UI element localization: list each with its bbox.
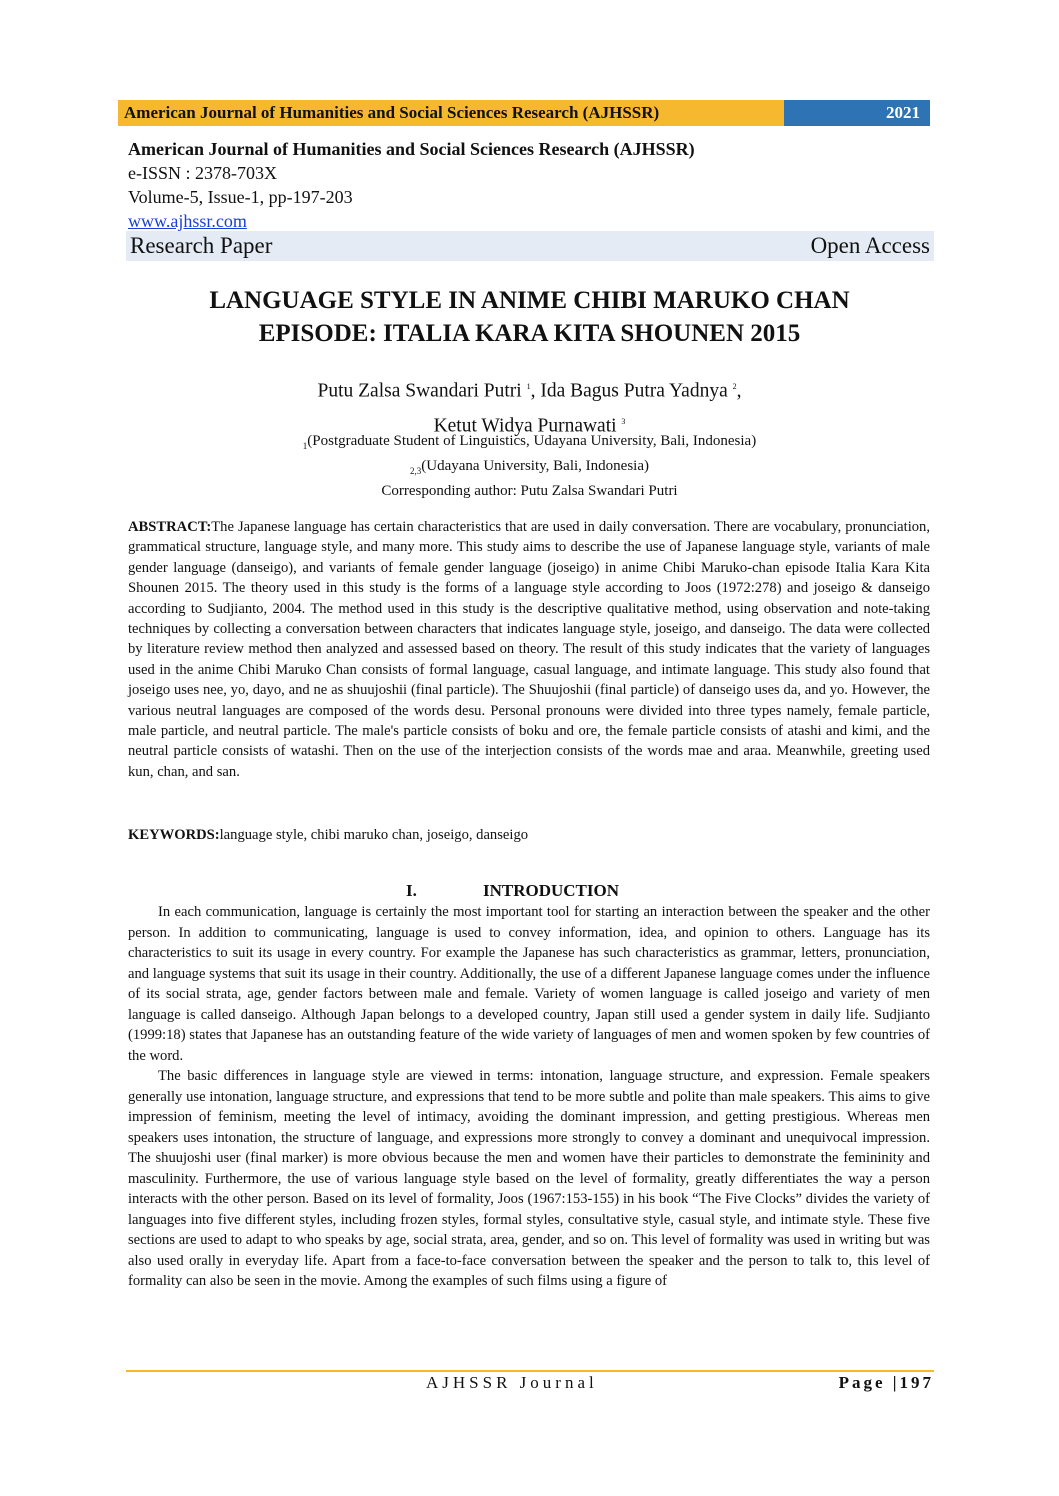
header-journal-name: American Journal of Humanities and Social Sciences Research (AJHSSR) [118, 100, 784, 126]
author-3: Ketut Widya Purnawati [433, 415, 617, 436]
running-header [118, 100, 930, 126]
author-2-mark: 2 [732, 382, 737, 391]
title-line-2: EPISODE: ITALIA KARA KITA SHOUNEN 2015 [258, 320, 801, 347]
footer-journal: AJHSSR Journal [426, 1373, 598, 1392]
affiliation-1-mark: 1 [302, 441, 308, 451]
page-number: 197 [899, 1373, 934, 1392]
website-link[interactable]: www.ajhssr.com [128, 211, 247, 231]
abstract-text: The Japanese language has certain characteristics that are used in daily conversation. There are vocabulary, pronunciation, grammatical structure, language style, and many more. This study aims to describe the use of Japanese language style, variants of male gender language (danseigo), and variants of female gender language (joseigo) in anime Chibi Maruko-chan episode Italia Kara Kita Shounen 2015. The theory used in this study is the forms of a language style according to Joos (1972:278) and joseigo & danseigo according to Sudjianto, 2004. The method used in this study is the descriptive qualitative method, using observation and note-taking techniques by collecting a conversation between characters that indicates language style, joseigo, and danseigo. The data were collected by literature review method then analyzed and assessed based on theory. The result of this study indicates that the variety of languages used in the anime Chibi Maruko Chan consists of formal language, casual language, and intimate language. This study also found that joseigo uses nee, yo, dayo, and ne as shuujoshii (final particle). The Shuujoshii (final particle) of danseigo uses da, and yo. However, the various neutral languages are composed of the words desu. Personal pronouns were divided into three types namely, female particle, male particle, and neutral particle. The male's particle consists of boku and ore, the female particle consists of atashi and kimi, and the neutral particle consists of watashi. Then on the use of the interjection consists of the words mae and araa. Meanwhile, greeting used kun, chan, and san. [128, 519, 930, 780]
corresponding-author: Corresponding author: Putu Zalsa Swandari Putri [381, 483, 678, 499]
affiliation-1: (Postgraduate Student of Linguistics, Udayana University, Bali, Indonesia) [307, 433, 757, 449]
footer-page-label: Page | [838, 1373, 900, 1392]
volume-info: Volume-5, Issue-1, pp-197-203 [128, 187, 353, 207]
introduction-body [128, 902, 930, 1292]
author-1-mark: 1 [526, 382, 531, 391]
keywords-text: language style, chibi maruko chan, joseigo, danseigo [219, 827, 529, 843]
header-year: 2021 [784, 100, 930, 126]
author-1: Putu Zalsa Swandari Putri [317, 380, 522, 402]
affiliations [100, 431, 959, 501]
keywords [128, 825, 930, 845]
affiliation-2: (Udayana University, Bali, Indonesia) [421, 458, 649, 474]
paragraph-2: The basic differences in language style are viewed in terms: intonation, language structure, and expression. Female speakers generally use intonation, language structure, and expressions that tend to be more subtle and polite than male speakers. This aims to give impression of feminism, meeting the level of intimacy, avoiding the dominant impression, and getting prestigious. Whereas men speakers uses intonation, the structure of language, and expressions more strongly to convey a dominant and unequivocal impression. The shuujoshi user (final marker) is more obvious because the men and women have their particles to demonstrate the femininity and masculinity. Furthermore, the use of various language style based on the level of formality, greatly differentiates the way a person interacts with the other person. Based on its level of formality, Joos (1967:153-155) in his book “The Five Clocks” divides the variety of languages into five different styles, including frozen styles, formal styles, consultative style, casual style, and intimate style. These five sections are used to adapt to who speaks by age, social strata, area, gender, and so on. This level of formality was used in writing but was also used orally in everyday life. Apart from a face-to-face conversation between the speaker and the person to talk to, this level of formality can also be seen in the movie. Among the examples of such films using a figure of [128, 1068, 930, 1289]
section-number: I. [406, 881, 417, 900]
paper-title [100, 284, 959, 350]
author-3-mark: 3 [621, 416, 626, 426]
journal-title: American Journal of Humanities and Social Sciences Research (AJHSSR) [128, 139, 695, 159]
section-title: INTRODUCTION [483, 881, 620, 900]
journal-meta [128, 137, 695, 233]
author-list: Putu Zalsa Swandari Putri $^1$, Ida Bagus Putra Yadnya $^2$, Ketut Widya Purnawati $^3$ [317, 380, 742, 436]
paper-type-bar [126, 231, 934, 261]
keywords-label: KEYWORDS: [128, 827, 220, 843]
paper-type: Research Paper [130, 233, 273, 258]
abstract-label: ABSTRACT: [128, 519, 212, 535]
title-line-1: LANGUAGE STYLE IN ANIME CHIBI MARUKO CHAN [209, 287, 850, 314]
footer-page [839, 1373, 934, 1393]
page-footer [126, 1373, 934, 1397]
abstract [128, 517, 930, 782]
paragraph-1: In each communication, language is certainly the most important tool for starting an interaction between the speaker and the other person. In addition to communicating, language is used to convey information, idea, and opinion to others. Language has its characteristics to suit its usage in every country. For example the Japanese has such characteristics as grammar, letters, pronunciation, and language systems that suit its usage in their country. Additionally, the use of a different Japanese language comes under the influence of its social strata, age, gender factors between male and female. Variety of women language is called joseigo and variety of men language is called danseigo. Although Japan belongs to a developed country, Japan still used a gender system in daily life. Sudjianto (1999:18) states that Japanese has an outstanding feature of the wide variety of languages of men and women spoken by few countries of the word. [128, 904, 930, 1064]
affiliation-2-mark: 2,3 [410, 466, 422, 476]
author-2: Ida Bagus Putra Yadnya [540, 380, 728, 402]
issn: e-ISSN : 2378-703X [128, 163, 277, 183]
access-type: Open Access [810, 233, 930, 258]
footer-divider [126, 1370, 934, 1372]
